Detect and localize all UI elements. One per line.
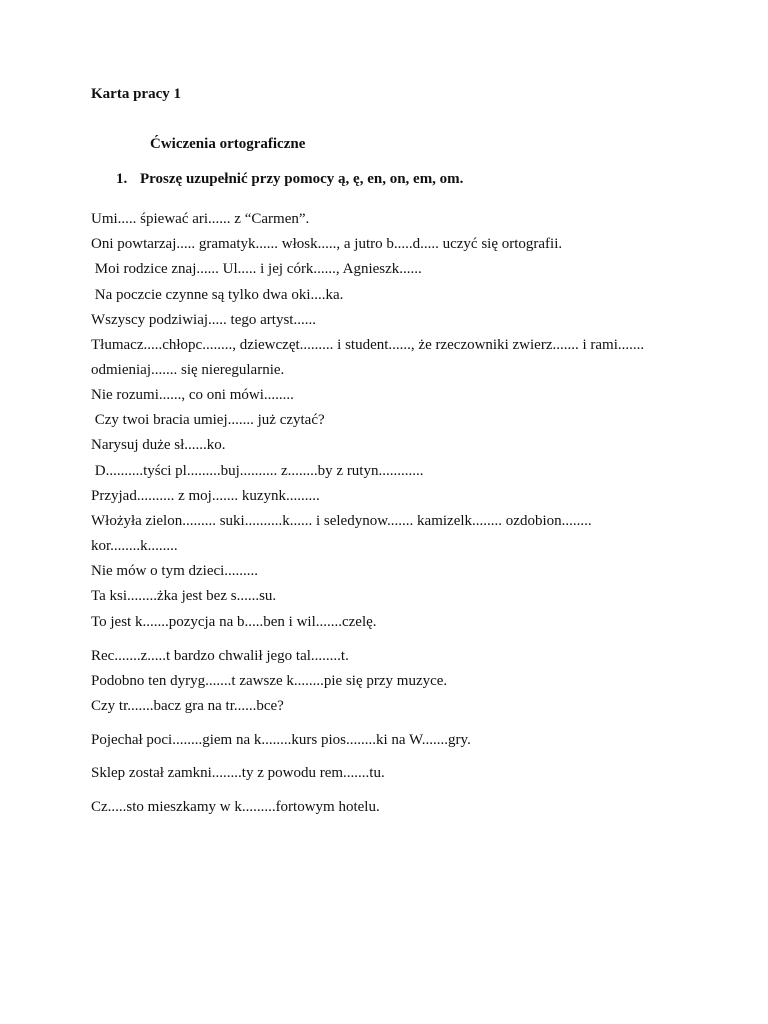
exercise-line: Moi rodzice znaj...... Ul..... i jej córk......, Agnieszk...... <box>91 261 422 277</box>
exercise-line: Cz.....sto mieszkamy w k.........fortowym hotelu. <box>91 799 380 815</box>
exercise-line: Umi..... śpiewać ari...... z “Carmen”. <box>91 211 310 227</box>
exercise-line: Włożyła zielon......... suki..........k...... i seledynow....... kamizelk........ ozdobion........ <box>91 513 592 529</box>
task-text: Proszę uzupełnić przy pomocy ą, ę, en, on, em, om. <box>140 171 464 187</box>
exercise-line: kor........k........ <box>91 538 178 554</box>
exercise-line: Rec.......z.....t bardzo chwalił jego tal........t. <box>91 648 349 664</box>
exercise-line: odmieniaj....... się nieregularnie. <box>91 362 285 378</box>
document-title: Karta pracy 1 <box>91 86 181 102</box>
section-title: Ćwiczenia ortograficzne <box>150 136 306 152</box>
exercise-line: Tłumacz.....chłopc........, dziewczęt......... i student......, że rzeczowniki zwierz....... i rami....... <box>91 337 645 353</box>
exercise-line: Oni powtarzaj..... gramatyk...... włosk....., a jutro b.....d..... uczyć się ortografii. <box>91 236 563 252</box>
exercise-line: D..........tyści pl.........buj.......... z........by z rutyn............ <box>91 463 424 479</box>
exercise-line: Narysuj duże sł......ko. <box>91 437 226 453</box>
task-number: 1. <box>116 171 128 187</box>
exercise-line: Wszyscy podziwiaj..... tego artyst...... <box>91 312 316 328</box>
exercise-line: To jest k.......pozycja na b.....ben i wil.......czelę. <box>91 614 377 630</box>
exercise-line: Przyjad.......... z moj....... kuzynk......... <box>91 488 320 504</box>
exercise-line: Na poczcie czynne są tylko dwa oki....ka. <box>91 287 344 303</box>
exercise-line: Nie mów o tym dzieci......... <box>91 563 259 579</box>
task-instruction <box>116 171 463 188</box>
exercise-line: Pojechał poci........giem na k........kurs pios........ki na W.......gry. <box>91 732 471 748</box>
exercise-line: Sklep został zamkni........ty z powodu rem.......tu. <box>91 765 385 781</box>
exercise-line: Podobno ten dyryg.......t zawsze k........pie się przy muzyce. <box>91 673 448 689</box>
exercise-line: Czy tr.......bacz gra na tr......bce? <box>91 698 284 714</box>
exercise-line: Nie rozumi......, co oni mówi........ <box>91 387 294 403</box>
exercise-line: Ta ksi........żka jest bez s......su. <box>91 588 277 604</box>
exercise-line: Czy twoi bracia umiej....... już czytać? <box>91 412 325 428</box>
